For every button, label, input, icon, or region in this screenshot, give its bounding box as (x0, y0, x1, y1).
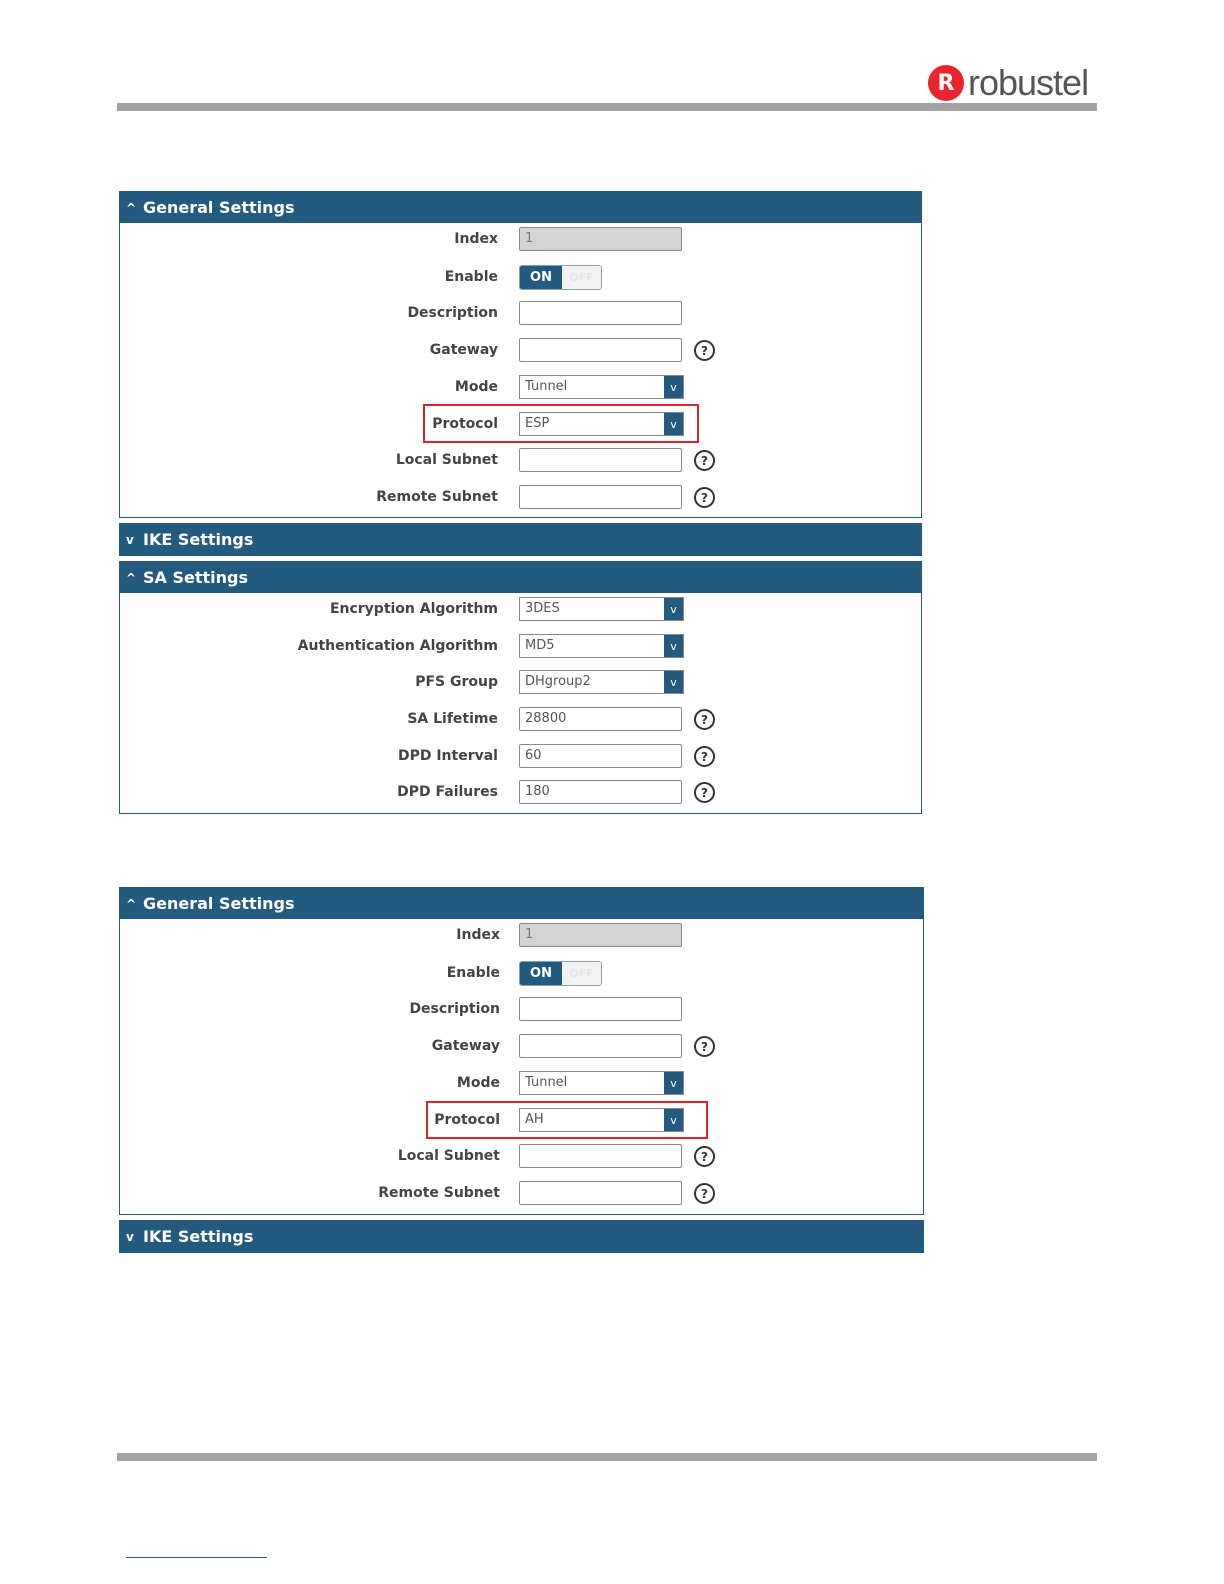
index-input: 1 (519, 923, 682, 947)
index-row (120, 227, 921, 253)
gateway-row (120, 1034, 923, 1060)
gateway-input[interactable] (519, 1034, 682, 1058)
index-label: Index (456, 927, 500, 943)
chevron-up-icon: ^ (126, 896, 137, 911)
help-icon[interactable]: ? (694, 450, 715, 471)
chevron-up-icon: ^ (126, 200, 137, 215)
authentication-value: MD5 (525, 638, 555, 653)
local-subnet-input[interactable] (519, 448, 682, 472)
ike-settings-header[interactable] (120, 1221, 923, 1252)
toggle-off: OFF (562, 266, 601, 289)
general-settings-panel (119, 887, 924, 1215)
protocol-label: Protocol (434, 1112, 500, 1128)
authentication-row (120, 634, 921, 660)
remote-subnet-input[interactable] (519, 1181, 682, 1205)
remote-subnet-row (120, 485, 921, 511)
mode-select[interactable] (519, 375, 684, 399)
protocol-value: ESP (525, 416, 550, 431)
encryption-value: 3DES (525, 601, 560, 616)
mode-row (120, 375, 921, 401)
lifetime-row (120, 707, 921, 733)
authentication-select[interactable] (519, 634, 684, 658)
chevron-down-icon: v (126, 1229, 134, 1244)
encryption-select[interactable] (519, 597, 684, 621)
dpd-failures-label: DPD Failures (397, 784, 498, 800)
remote-subnet-input[interactable] (519, 485, 682, 509)
description-input[interactable] (519, 301, 682, 325)
description-input[interactable] (519, 997, 682, 1021)
sa-settings-header[interactable] (120, 562, 921, 593)
remote-subnet-label: Remote Subnet (376, 489, 498, 505)
help-icon[interactable]: ? (694, 1036, 715, 1057)
local-subnet-row (120, 1144, 923, 1170)
encryption-row (120, 597, 921, 623)
pfs-select[interactable] (519, 670, 684, 694)
mode-row (120, 1071, 923, 1097)
remote-subnet-row (120, 1181, 923, 1207)
enable-row (120, 265, 921, 291)
pfs-value: DHgroup2 (525, 674, 591, 689)
ike-settings-panel (119, 1220, 924, 1253)
protocol-highlight (423, 404, 699, 443)
protocol-label: Protocol (432, 416, 498, 432)
lifetime-label: SA Lifetime (407, 711, 498, 727)
mode-label: Mode (456, 1075, 500, 1091)
panel-title: General Settings (143, 198, 295, 217)
chevron-down-icon: v (664, 1109, 683, 1131)
dpd-interval-row (120, 744, 921, 770)
description-row (120, 997, 923, 1023)
local-subnet-input[interactable] (519, 1144, 682, 1168)
help-icon[interactable]: ? (694, 340, 715, 361)
enable-row (120, 961, 923, 987)
protocol-value: AH (525, 1112, 544, 1127)
enable-toggle[interactable] (519, 961, 602, 986)
footer-divider (117, 1453, 1097, 1461)
help-icon[interactable]: ? (694, 1183, 715, 1204)
panel-title: IKE Settings (143, 530, 254, 549)
mode-select[interactable] (519, 1071, 684, 1095)
index-label: Index (454, 231, 498, 247)
robustel-logo-icon: R (928, 65, 964, 101)
sa-settings-panel (119, 561, 922, 814)
enable-label: Enable (446, 965, 500, 981)
help-icon[interactable]: ? (694, 1146, 715, 1167)
description-label: Description (409, 1001, 500, 1017)
chevron-down-icon: v (664, 1072, 683, 1094)
header-divider (117, 103, 1097, 111)
help-icon[interactable]: ? (694, 746, 715, 767)
description-row (120, 301, 921, 327)
gateway-label: Gateway (429, 342, 498, 358)
gateway-input[interactable] (519, 338, 682, 362)
chevron-down-icon: v (664, 413, 683, 435)
mode-value: Tunnel (525, 379, 568, 394)
authentication-label: Authentication Algorithm (297, 638, 498, 654)
gateway-row (120, 338, 921, 364)
general-settings-header[interactable] (120, 888, 923, 919)
enable-label: Enable (444, 269, 498, 285)
dpd-failures-row (120, 780, 921, 806)
ike-settings-panel (119, 523, 922, 556)
lifetime-input[interactable]: 28800 (519, 707, 682, 731)
toggle-off: OFF (562, 962, 601, 985)
dpd-interval-label: DPD Interval (397, 748, 498, 764)
local-subnet-label: Local Subnet (397, 1148, 500, 1164)
chevron-down-icon: v (664, 376, 683, 398)
remote-subnet-label: Remote Subnet (378, 1185, 500, 1201)
help-icon[interactable]: ? (694, 709, 715, 730)
panel-title: SA Settings (143, 568, 248, 587)
chevron-down-icon: v (664, 671, 683, 693)
robustel-logo-text: robustel (968, 62, 1089, 103)
chevron-down-icon: v (126, 532, 134, 547)
protocol-highlight (426, 1101, 708, 1139)
help-icon[interactable]: ? (694, 782, 715, 803)
encryption-label: Encryption Algorithm (329, 601, 498, 617)
toggle-on: ON (520, 962, 562, 985)
mode-value: Tunnel (525, 1075, 568, 1090)
general-settings-panel (119, 191, 922, 518)
index-input: 1 (519, 227, 682, 251)
enable-toggle[interactable] (519, 265, 602, 290)
description-label: Description (407, 305, 498, 321)
gateway-label: Gateway (431, 1038, 500, 1054)
help-icon[interactable]: ? (694, 487, 715, 508)
robustel-logo (928, 64, 1088, 102)
local-subnet-label: Local Subnet (395, 452, 498, 468)
chevron-down-icon: v (664, 635, 683, 657)
general-settings-header[interactable] (120, 192, 921, 223)
chevron-down-icon: v (664, 598, 683, 620)
mode-label: Mode (454, 379, 498, 395)
dpd-failures-input[interactable]: 180 (519, 780, 682, 804)
pfs-label: PFS Group (415, 674, 498, 690)
local-subnet-row (120, 448, 921, 474)
footer-link-underline (126, 1557, 267, 1558)
ike-settings-header[interactable] (120, 524, 921, 555)
toggle-on: ON (520, 266, 562, 289)
pfs-row (120, 670, 921, 696)
panel-title: General Settings (143, 894, 295, 913)
chevron-up-icon: ^ (126, 570, 137, 585)
index-row (120, 923, 923, 949)
dpd-interval-input[interactable]: 60 (519, 744, 682, 768)
panel-title: IKE Settings (143, 1227, 254, 1246)
